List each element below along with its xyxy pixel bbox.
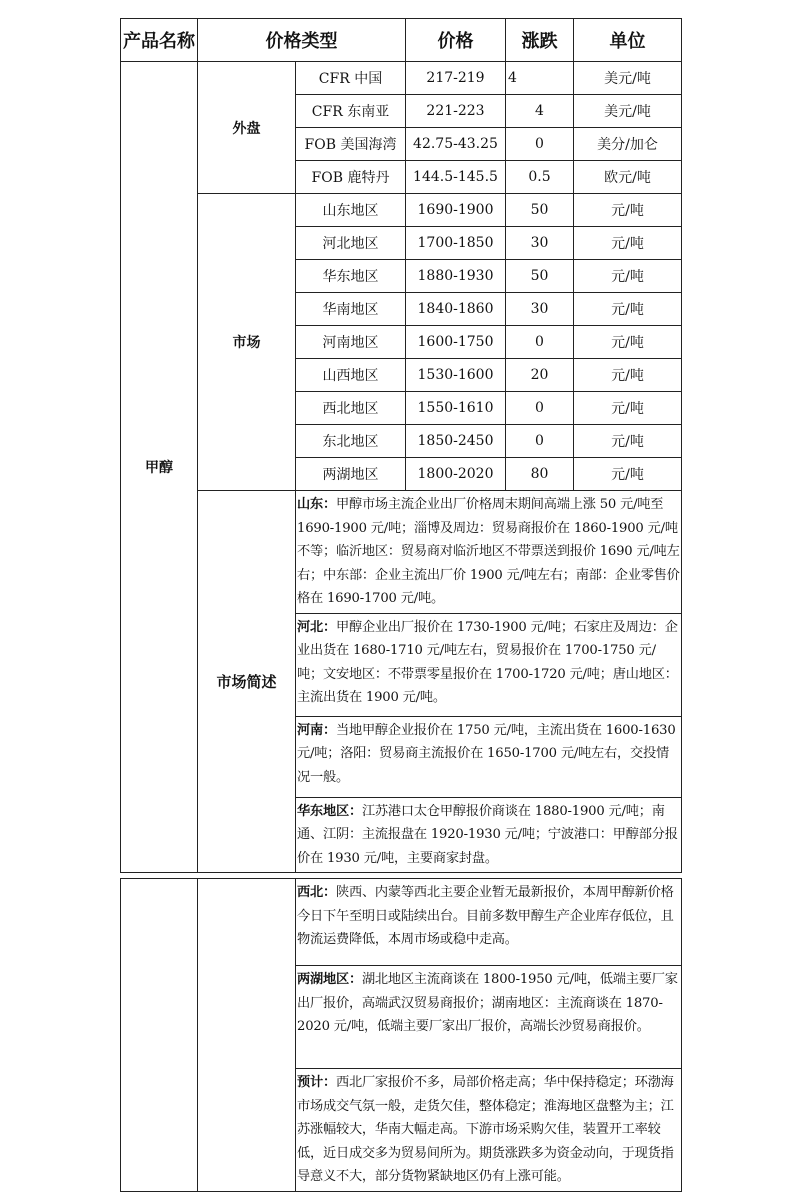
row-change: 4 (506, 62, 574, 95)
table-row (121, 62, 682, 95)
summary-paragraph-henan (296, 716, 682, 797)
market-label: 市场 (198, 194, 296, 491)
summary-paragraph-shandong (296, 491, 682, 614)
row-change: 50 (506, 260, 574, 293)
row-change: 0 (506, 128, 574, 161)
row-price: 42.75-43.25 (406, 128, 506, 161)
row-name: 河南地区 (296, 326, 406, 359)
paragraph-title: 西北： (297, 885, 336, 900)
row-name: CFR 中国 (296, 62, 406, 95)
paragraph-text: 湖北地区主流商谈在 1800-1950 元/吨，低端主要厂家出厂报价，高端武汉贸易商报价；湖南地区：主流商谈在 1870-2020 元/吨，低端主要厂家出厂报价，高端长沙贸易商报价。 (297, 972, 678, 1034)
row-name: 东北地区 (296, 425, 406, 458)
summary-paragraph-lianghu (296, 966, 682, 1069)
table-row (121, 194, 682, 227)
paragraph-text: 甲醇企业出厂报价在 1730-1900 元/吨；石家庄及周边：企业出货在 1680-1710 元/吨左右，贸易报价在 1700-1750 元/吨；文安地区：不带票零星报价在 1700-1720 元/吨；唐山地区：主流出货在 1900 元/吨。 (297, 619, 678, 705)
row-unit: 元/吨 (574, 227, 682, 260)
row-unit: 元/吨 (574, 293, 682, 326)
summary-label: 市场简述 (198, 491, 296, 873)
row-change: 30 (506, 227, 574, 260)
row-change: 0.5 (506, 161, 574, 194)
row-price: 1690-1900 (406, 194, 506, 227)
row-name: 西北地区 (296, 392, 406, 425)
row-name: 山东地区 (296, 194, 406, 227)
row-unit: 欧元/吨 (574, 161, 682, 194)
row-name: 河北地区 (296, 227, 406, 260)
product-cell: 甲醇 (121, 62, 198, 873)
summary-paragraph-forecast (296, 1069, 682, 1192)
header-change: 涨跌 (506, 19, 574, 62)
row-change: 0 (506, 392, 574, 425)
paragraph-title: 两湖地区： (297, 972, 362, 987)
header-product-name: 产品名称 (121, 19, 198, 62)
paragraph-title: 河南： (297, 722, 336, 738)
row-change: 0 (506, 425, 574, 458)
row-unit: 元/吨 (574, 326, 682, 359)
paragraph-title: 山东： (297, 497, 336, 512)
row-name: 两湖地区 (296, 458, 406, 491)
summary-continued-table (120, 878, 682, 1192)
row-name: 山西地区 (296, 359, 406, 392)
row-price: 1530-1600 (406, 359, 506, 392)
row-name: CFR 东南亚 (296, 95, 406, 128)
row-price: 1840-1860 (406, 293, 506, 326)
price-table (120, 18, 682, 873)
paragraph-text: 陕西、内蒙等西北主要企业暂无最新报价，本周甲醇新价格今日下午至明日或陆续出台。目前多数甲醇生产企业库存低位，且物流运费降低，本周市场或稳中走高。 (297, 885, 674, 947)
paragraph-text: 西北厂家报价不多，局部价格走高；华中保持稳定；环渤海市场成交气氛一般，走货欠佳，整体稳定；淮海地区盘整为主；江苏涨幅较大，华南大幅走高。下游市场采购欠佳，装置开工率较低，近日成交多为贸易间所为。期货涨跌多为资金动向，于现货指导意义不大，部分货物紧缺地区仍有上涨可能。 (297, 1075, 674, 1184)
row-price: 1550-1610 (406, 392, 506, 425)
summary-paragraph-east-china (296, 797, 682, 873)
row-price: 1850-2450 (406, 425, 506, 458)
row-unit: 美元/吨 (574, 62, 682, 95)
header-unit: 单位 (574, 19, 682, 62)
row-price: 221-223 (406, 95, 506, 128)
header-price: 价格 (406, 19, 506, 62)
row-unit: 元/吨 (574, 392, 682, 425)
row-change: 0 (506, 326, 574, 359)
summary-paragraph-northwest (296, 879, 682, 966)
row-change: 50 (506, 194, 574, 227)
summary-row (121, 879, 682, 966)
paragraph-text: 江苏港口太仓甲醇报价商谈在 1880-1900 元/吨；南通、江阴：主流报盘在 1920-1930 元/吨；宁波港口：甲醇部分报价在 1930 元/吨，主要商家封盘。 (297, 803, 678, 866)
row-price: 1600-1750 (406, 326, 506, 359)
row-price: 1800-2020 (406, 458, 506, 491)
row-price: 1880-1930 (406, 260, 506, 293)
row-unit: 元/吨 (574, 260, 682, 293)
row-name: 华南地区 (296, 293, 406, 326)
header-row (121, 19, 682, 62)
row-unit: 美分/加仑 (574, 128, 682, 161)
header-price-type: 价格类型 (198, 19, 406, 62)
row-unit: 元/吨 (574, 425, 682, 458)
row-unit: 美元/吨 (574, 95, 682, 128)
paragraph-title: 预计： (297, 1075, 336, 1090)
row-price: 217-219 (406, 62, 506, 95)
row-change: 4 (506, 95, 574, 128)
empty-type-cell (198, 879, 296, 1192)
empty-product-cell (121, 879, 198, 1192)
paragraph-title: 河北： (297, 619, 336, 635)
row-unit: 元/吨 (574, 359, 682, 392)
row-change: 80 (506, 458, 574, 491)
summary-paragraph-hebei (296, 613, 682, 716)
summary-row (121, 491, 682, 614)
row-name: 华东地区 (296, 260, 406, 293)
row-change: 30 (506, 293, 574, 326)
row-name: FOB 美国海湾 (296, 128, 406, 161)
row-name: FOB 鹿特丹 (296, 161, 406, 194)
row-price: 1700-1850 (406, 227, 506, 260)
outer-label: 外盘 (198, 62, 296, 194)
row-unit: 元/吨 (574, 458, 682, 491)
row-price: 144.5-145.5 (406, 161, 506, 194)
paragraph-title: 华东地区： (297, 803, 362, 819)
row-unit: 元/吨 (574, 194, 682, 227)
row-change: 20 (506, 359, 574, 392)
paragraph-text: 当地甲醇企业报价在 1750 元/吨，主流出货在 1600-1630 元/吨；洛阳：贸易商主流报价在 1650-1700 元/吨左右，交投情况一般。 (297, 722, 676, 785)
paragraph-text: 甲醇市场主流企业出厂价格周末期间高端上涨 50 元/吨至 1690-1900 元/吨；淄博及周边：贸易商报价在 1860-1900 元/吨不等；临沂地区：贸易商对临沂地区不带票送到报价 1690 元/吨左右；中东部：企业主流出厂价 1900 元/吨左右；南部：企业零售价格在 1690-1700 元/吨。 (297, 497, 680, 606)
